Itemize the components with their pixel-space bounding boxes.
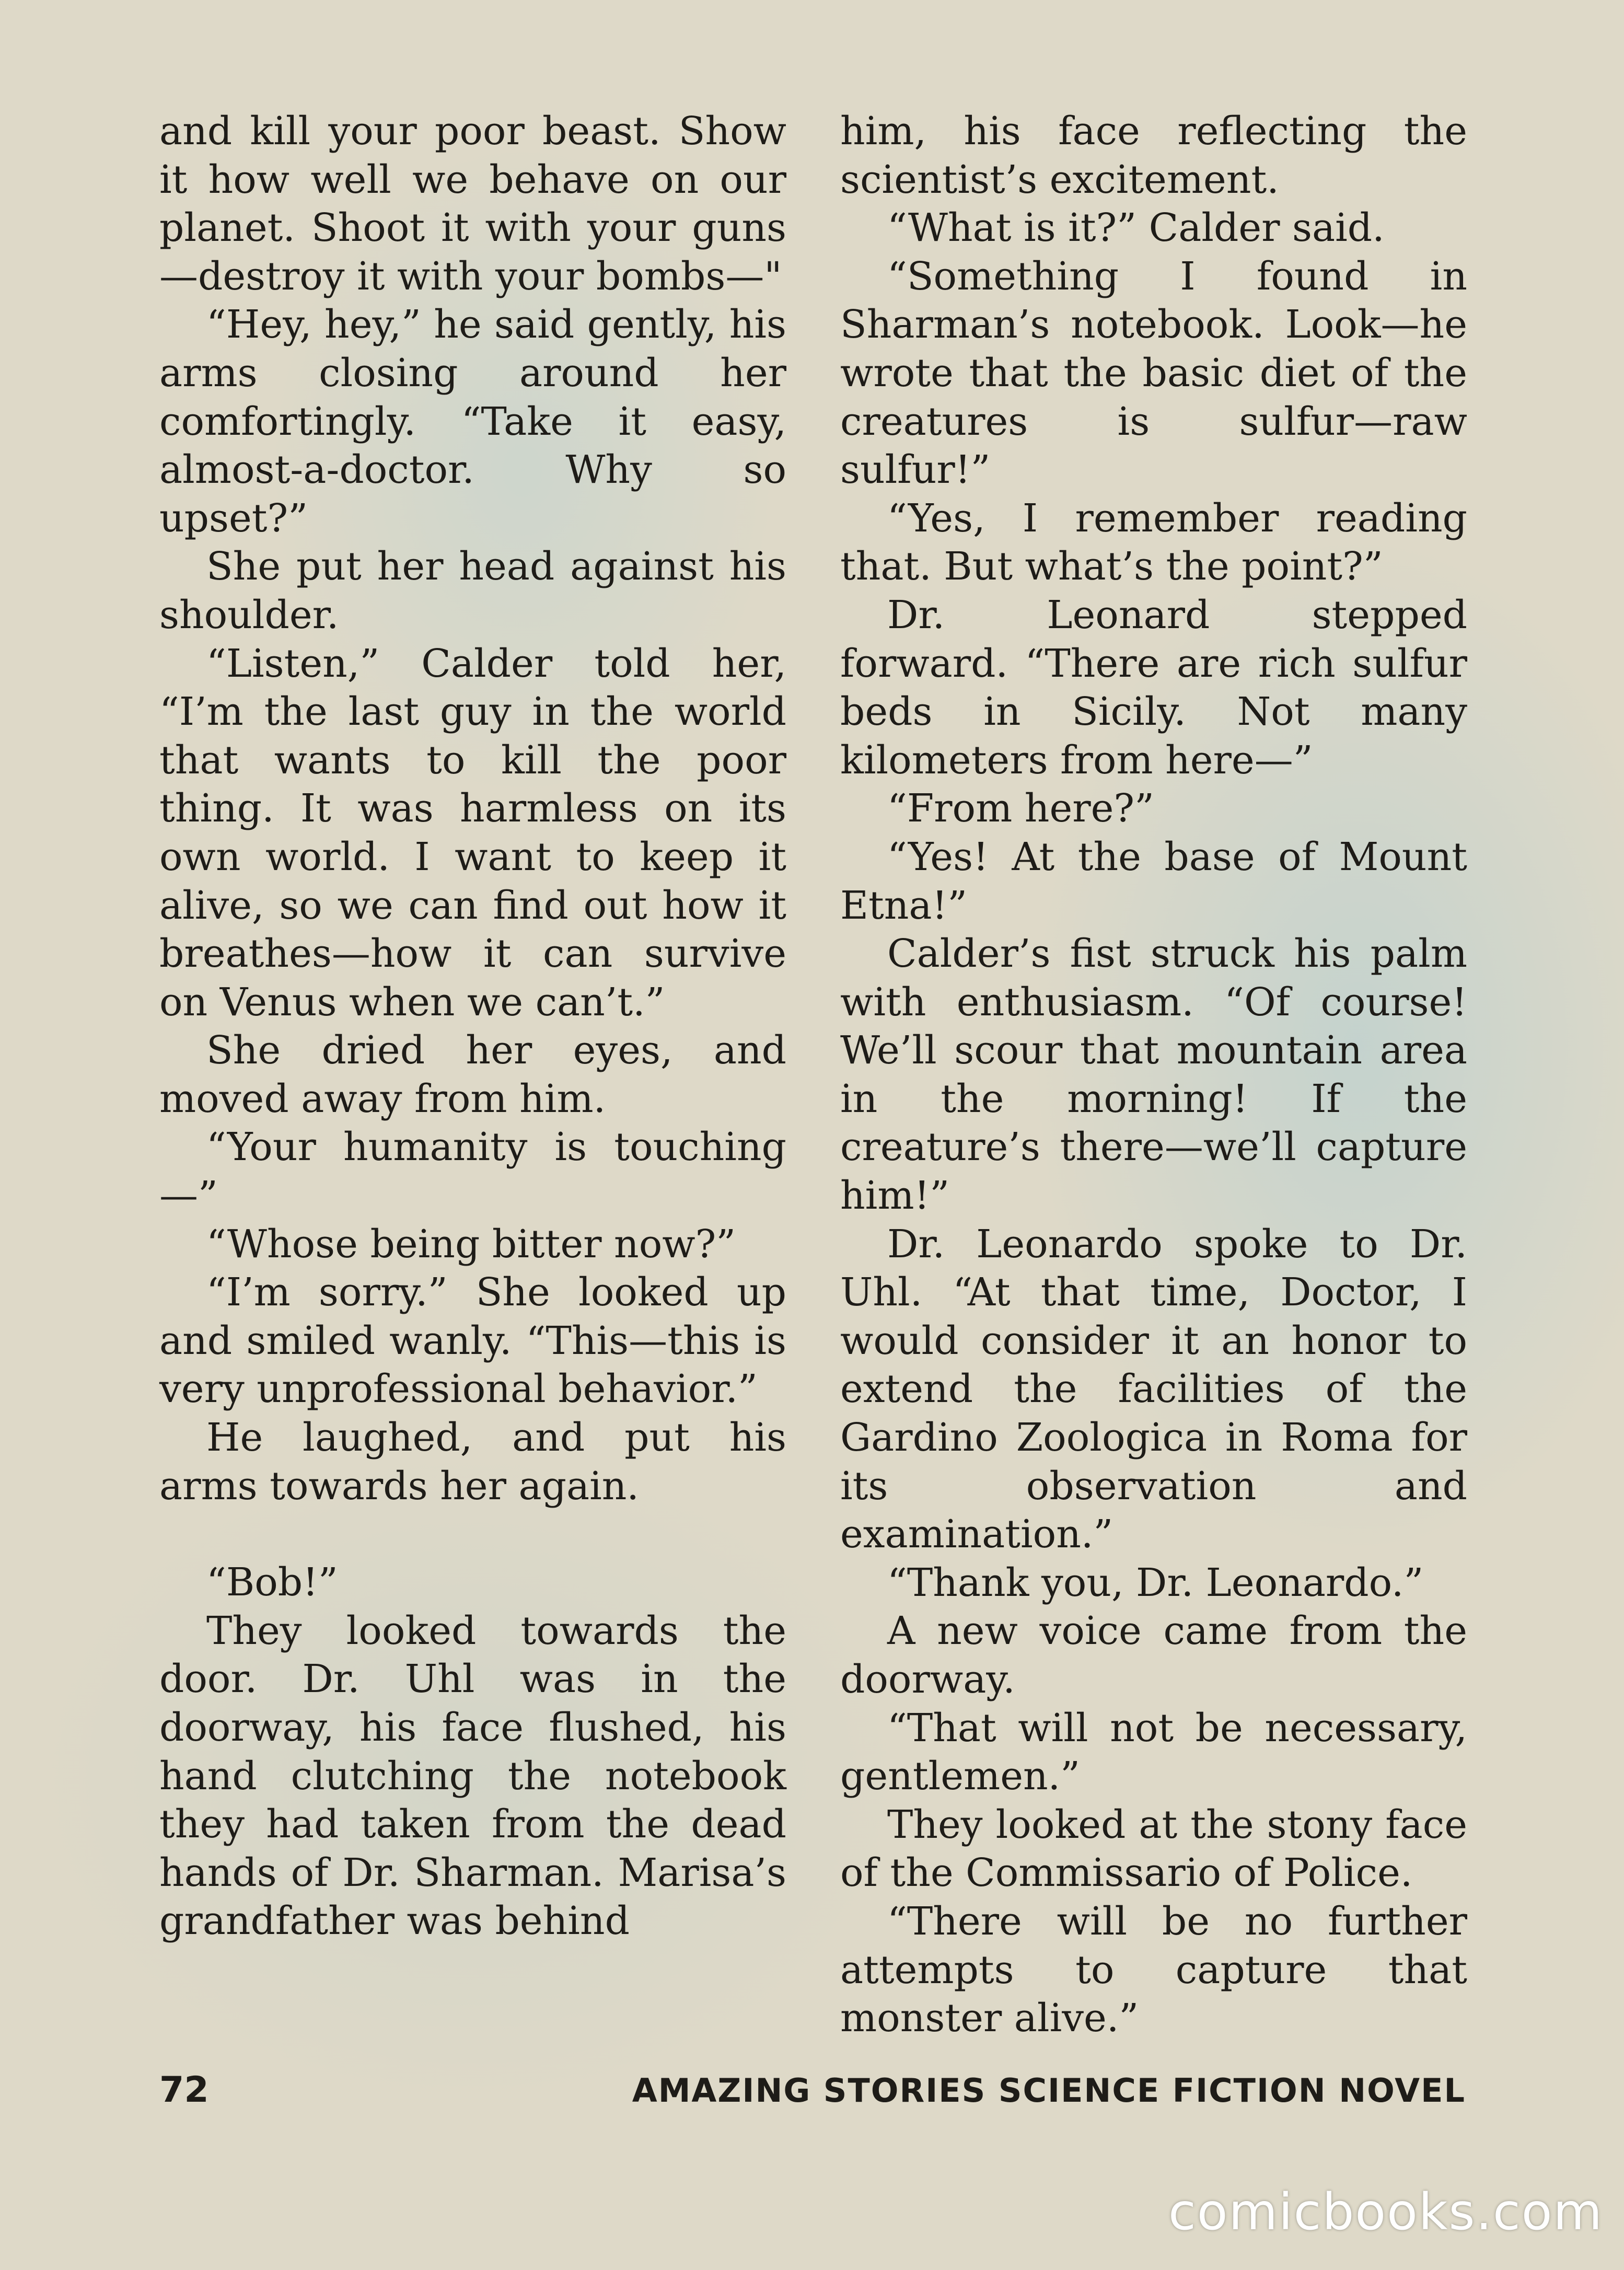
paragraph: “Bob!” <box>206 1560 338 1605</box>
paragraph: A new voice came from the doorway. <box>840 1608 1467 1702</box>
page-number: 72 <box>159 2069 209 2111</box>
paragraph: “Thank you, Dr. Leonardo.” <box>887 1560 1424 1605</box>
page-footer <box>159 2069 1466 2122</box>
paragraph: “Listen,” Calder told her, “I’m the last guy in the world that wants to kill the poor thing. It was harmless on its own world. I want to keep it alive, so we can find out how it breathes—how it can survive on Venus when we can’t.” <box>159 641 786 1025</box>
paragraph: “What is it?” Calder said. <box>887 205 1385 251</box>
watermark: comicbooks.com <box>1168 2183 1603 2241</box>
paragraph: “That will not be necessary, gentlemen.” <box>840 1705 1467 1799</box>
paragraph: “Yes, I remember reading that. But what’s the point?” <box>840 495 1467 589</box>
paragraph: They looked at the stony face of the Commissario of Police. <box>840 1802 1467 1896</box>
right-text-column <box>840 107 1467 2043</box>
paragraph: Dr. Leonardo spoke to Dr. Uhl. “At that time, Doctor, I would consider it an honor to extend the facilities of the Gardino Zoologica in Roma for its observation and examination.” <box>840 1221 1467 1557</box>
paragraph: “Something I found in Sharman’s notebook. Look—he wrote that the basic diet of the creatures is sulfur—raw sulfur!” <box>840 253 1467 493</box>
paragraph: She dried her eyes, and moved away from him. <box>159 1028 786 1121</box>
paragraph: Calder’s fist struck his palm with enthusiasm. “Of course! We’ll scour that mountain area in the morning! If the creature’s there—we’ll capture him!” <box>840 931 1467 1219</box>
paragraph: “From here?” <box>887 786 1154 831</box>
left-text-column <box>159 107 786 1945</box>
paragraph: Dr. Leonard stepped forward. “There are rich sulfur beds in Sicily. Not many kilometers from here—” <box>840 592 1467 783</box>
paragraph: him, his face reflecting the scientist’s excitement. <box>840 109 1467 202</box>
paragraph: She put her head against his shoulder. <box>159 544 786 638</box>
paragraph: “I’m sorry.” She looked up and smiled wanly. “This—this is very unprofessional behavior.” <box>159 1270 786 1412</box>
paragraph: “Your humanity is touching—” <box>159 1125 786 1219</box>
paragraph: He laughed, and put his arms towards her again. <box>159 1415 786 1509</box>
paragraph: and kill your poor beast. Show it how well we behave on our planet. Shoot it with your guns—destroy it with your bombs—" <box>159 109 786 299</box>
paragraph: “Hey, hey,” he said gently, his arms closing around her comfortingly. “Take it easy, almost-a-doctor. Why so upset?” <box>159 302 786 541</box>
paragraph: They looked towards the door. Dr. Uhl was in the doorway, his face flushed, his hand clutching the notebook they had taken from the dead hands of Dr. Sharman. Marisa’s grandfather was behind <box>159 1608 786 1944</box>
paragraph: “There will be no further attempts to capture that monster alive.” <box>840 1898 1467 2041</box>
paragraph: “Whose being bitter now?” <box>206 1221 736 1267</box>
running-title: AMAZING STORIES SCIENCE FICTION NOVEL <box>632 2071 1466 2110</box>
paragraph: “Yes! At the base of Mount Etna!” <box>840 834 1467 928</box>
